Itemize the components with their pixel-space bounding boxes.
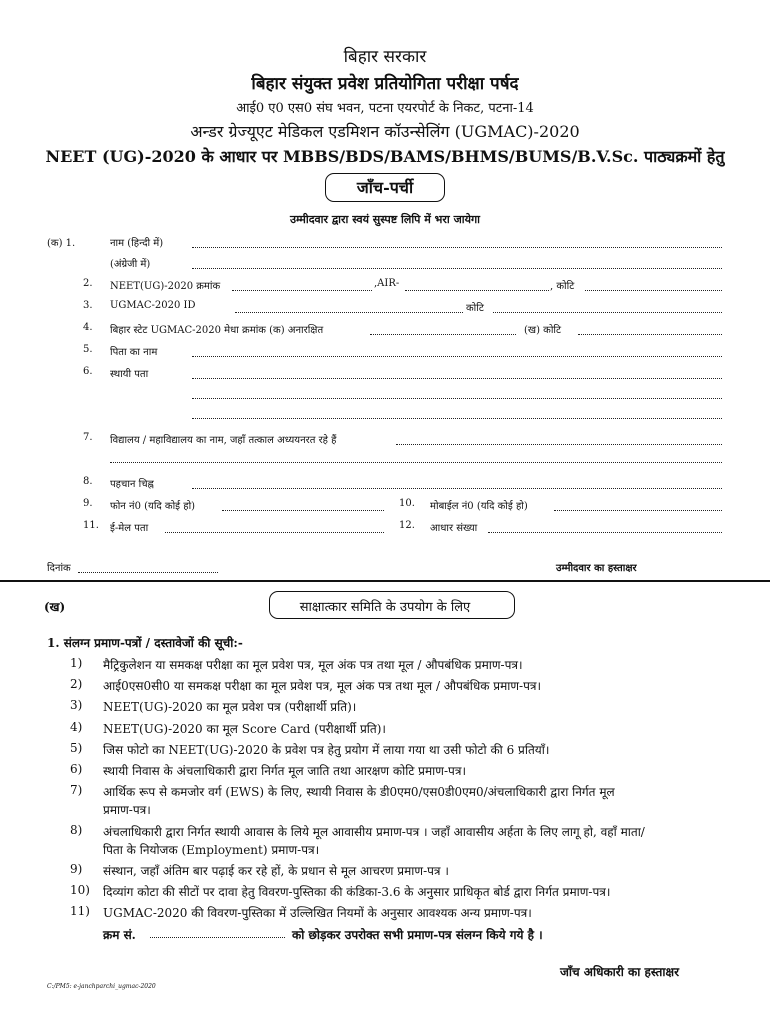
list-item: आई0एस0सी0 या समकक्ष परीक्षा का मूल प्रवेश पत्र, मूल अंक पत्र तथा मूल / औपबंधिक प्रमाण-पत्र। bbox=[103, 679, 542, 693]
list-item: आर्थिक रूप से कमजोर वर्ग (EWS) के लिए, स्थायी निवास के डी0एम0/एस0डी0एम0/अंचलाधिकारी द्वारा निर्गत मूल bbox=[103, 785, 615, 799]
aadhar-label: आधार संख्या bbox=[430, 523, 478, 534]
email-field[interactable] bbox=[165, 532, 384, 533]
mobile-field[interactable] bbox=[554, 510, 722, 511]
merit-category-field[interactable] bbox=[578, 334, 722, 335]
committee-title: साक्षात्कार समिति के उपयोग के लिए bbox=[299, 600, 471, 615]
item-number-11: 11. bbox=[83, 520, 99, 531]
item-number-9: 9. bbox=[83, 498, 93, 509]
serial-number-field[interactable] bbox=[150, 937, 285, 938]
address-field-line-3[interactable] bbox=[192, 418, 722, 419]
identification-mark-field[interactable] bbox=[192, 488, 722, 489]
section-a-prefix: (क) 1. bbox=[47, 238, 76, 249]
address-field-line-1[interactable] bbox=[192, 378, 722, 379]
father-name-field[interactable] bbox=[192, 356, 722, 357]
item-number-10: 10. bbox=[399, 498, 415, 509]
name-english-field[interactable] bbox=[192, 268, 722, 269]
category-label: , कोटि bbox=[550, 281, 575, 292]
list-item-number: 4) bbox=[70, 720, 83, 734]
list-item-number: 9) bbox=[70, 862, 83, 876]
address-field-line-2[interactable] bbox=[192, 398, 722, 399]
list-item: NEET(UG)-2020 का मूल प्रवेश पत्र (परीक्षार्थी प्रति)। bbox=[103, 700, 357, 714]
merit-unreserved-field[interactable] bbox=[370, 334, 516, 335]
name-english-label: (अंग्रेजी में) bbox=[110, 259, 151, 270]
list-item: जिस फोटो का NEET(UG)-2020 के प्रवेश पत्र हेतु प्रयोग में लाया गया था उसी फोटो की 6 प्रतियाँ। bbox=[103, 743, 550, 757]
board-address: आई0 ए0 एस0 संघ भवन, पटना एयरपोर्ट के निकट, पटना-14 bbox=[236, 101, 534, 116]
neet-roll-label: NEET(UG)-2020 क्रमांक bbox=[110, 281, 221, 292]
date-label: दिनांक bbox=[47, 563, 71, 574]
list-item: UGMAC-2020 की विवरण-पुस्तिका में उल्लिखित नियमों के अनुसार आवश्यक अन्य प्रमाण-पत्र। bbox=[103, 906, 532, 920]
name-hindi-field[interactable] bbox=[192, 247, 722, 248]
section-divider bbox=[0, 580, 770, 582]
counselling-title: अन्डर ग्रेज्यूएट मेडिकल एडमिशन कॉउन्सेलिंग (UGMAC)-2020 bbox=[190, 122, 580, 141]
documents-list-heading: 1. संलग्न प्रमाण-पत्रों / दस्तावेजों की सूची:- bbox=[47, 636, 243, 650]
list-item: NEET(UG)-2020 का मूल Score Card (परीक्षार्थी प्रति)। bbox=[103, 722, 386, 736]
father-name-label: पिता का नाम bbox=[110, 347, 158, 358]
serial-number-statement: को छोड़कर उपरोक्त सभी प्रमाण-पत्र संलग्न किये गये है । bbox=[292, 928, 543, 942]
list-item-number: 8) bbox=[70, 823, 83, 837]
air-label: ,AIR- bbox=[374, 278, 400, 289]
mobile-label: मोबाईल नं0 (यदि कोई हो) bbox=[430, 501, 528, 512]
list-item: स्थायी निवास के अंचलाधिकारी द्वारा निर्गत मूल जाति तथा आरक्षण कोटि प्रमाण-पत्र। bbox=[103, 764, 467, 778]
merit-label: बिहार स्टेट UGMAC-2020 मेधा क्रमांक (क) अनारक्षित bbox=[110, 325, 324, 336]
item-number-7: 7. bbox=[83, 432, 93, 443]
list-item-number: 1) bbox=[70, 656, 83, 670]
footer-file-path: C:/PM5: e-janchparchi_ugmac-2020 bbox=[47, 983, 156, 990]
list-item: दिव्यांग कोटा की सीटों पर दावा हेतु विवरण-पुस्तिका की कंडिका-3.6 के अनुसार प्राधिकृत बोर्ड द्वारा निर्गत प्रमाण-पत्र। bbox=[103, 885, 611, 899]
item-number-8: 8. bbox=[83, 476, 93, 487]
list-item-number: 2) bbox=[70, 677, 83, 691]
category2-label: कोटि bbox=[466, 303, 484, 314]
list-item: अंचलाधिकारी द्वारा निर्गत स्थायी आवास के लिये मूल आवासीय प्रमाण-पत्र । जहाँ आवासीय अर्हता के लिए लागू हो, वहाँ माता/ bbox=[103, 825, 645, 839]
phone-field[interactable] bbox=[222, 510, 384, 511]
item-number-5: 5. bbox=[83, 344, 93, 355]
candidate-signature-label: उम्मीदवार का हस्ताक्षर bbox=[556, 563, 637, 574]
item-number-6: 6. bbox=[83, 366, 93, 377]
fill-instruction: उम्मीदवार द्वारा स्वयं सुस्पष्ट लिपि में भरा जायेगा bbox=[289, 213, 481, 226]
school-field-line-2[interactable] bbox=[110, 462, 722, 463]
list-item: संस्थान, जहाँ अंतिम बार पढ़ाई कर रहे हों, के प्रधान से मूल आचरण प्रमाण-पत्र । bbox=[103, 864, 449, 878]
list-item-number: 3) bbox=[70, 698, 83, 712]
item-number-4: 4. bbox=[83, 322, 93, 333]
course-basis: NEET (UG)-2020 के आधार पर MBBS/BDS/BAMS/BHMS/BUMS/B.V.Sc. पाठ्यक्रमों हेतु bbox=[45, 147, 725, 166]
list-item-continuation: प्रमाण-पत्र। bbox=[103, 803, 151, 817]
ugmac-id-label: UGMAC-2020 ID bbox=[110, 300, 196, 311]
item-number-12: 12. bbox=[399, 520, 415, 531]
list-item-number: 6) bbox=[70, 762, 83, 776]
school-field-line-1[interactable] bbox=[396, 444, 722, 445]
category2-field[interactable] bbox=[493, 312, 722, 313]
school-label: विद्यालय / महाविद्यालय का नाम, जहाँ तत्काल अध्ययनरत रहे हैं bbox=[110, 435, 337, 446]
list-item-number: 10) bbox=[70, 883, 90, 897]
list-item-number: 7) bbox=[70, 783, 83, 797]
ugmac-id-field[interactable] bbox=[235, 312, 463, 313]
date-field[interactable] bbox=[78, 572, 218, 573]
merit-category-label: (ख) कोटि bbox=[524, 325, 562, 336]
address-label: स्थायी पता bbox=[110, 369, 149, 380]
officer-signature-label: जाँच अधिकारी का हस्ताक्षर bbox=[560, 965, 679, 979]
name-hindi-label: नाम (हिन्दी में) bbox=[110, 238, 164, 249]
section-b-label: (ख) bbox=[44, 600, 66, 614]
slip-title: जाँच-पर्ची bbox=[356, 178, 414, 197]
government-name: बिहार सरकार bbox=[343, 47, 427, 67]
list-item-number: 5) bbox=[70, 741, 83, 755]
item-number-3: 3. bbox=[83, 300, 93, 311]
air-field[interactable] bbox=[405, 290, 549, 291]
item-number-2: 2. bbox=[83, 278, 93, 289]
list-item: मैट्रिकुलेशन या समकक्ष परीक्षा का मूल प्रवेश पत्र, मूल अंक पत्र तथा मूल / औपबंधिक प्रमाण-पत्र। bbox=[103, 658, 523, 672]
serial-number-label: क्रम सं. bbox=[103, 928, 136, 942]
board-name: बिहार संयुक्त प्रवेश प्रतियोगिता परीक्षा पर्षद bbox=[251, 74, 519, 94]
identification-mark-label: पहचान चिह्न bbox=[110, 479, 154, 490]
list-item-number: 11) bbox=[70, 904, 90, 918]
email-label: ई-मेल पता bbox=[110, 523, 149, 534]
aadhar-field[interactable] bbox=[488, 532, 722, 533]
phone-label: फोन नं0 (यदि कोई हो) bbox=[110, 501, 196, 512]
list-item-continuation: पिता के नियोजक (Employment) प्रमाण-पत्र। bbox=[103, 843, 320, 857]
neet-roll-field[interactable] bbox=[232, 290, 372, 291]
category-field[interactable] bbox=[585, 290, 722, 291]
